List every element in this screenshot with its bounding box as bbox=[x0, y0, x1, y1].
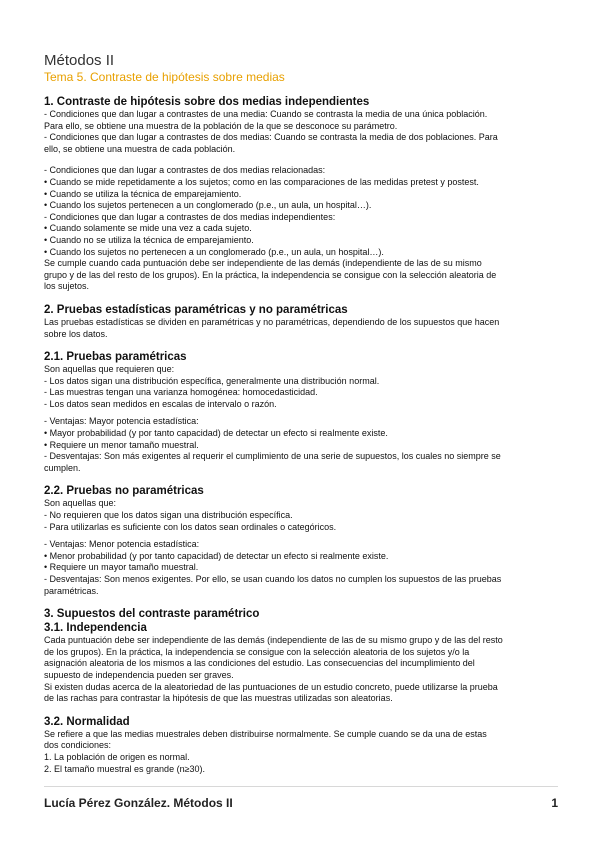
text-line: - Condiciones que dan lugar a contrastes de dos medias: Cuando se contrasta la media de dos poblaciones. Para bbox=[44, 132, 498, 143]
text-line: - Desventajas: Son menos exigentes. Por ello, se usan cuando los datos no cumplen los supuestos de las pruebas bbox=[44, 574, 502, 584]
text-line: - Para utilizarlas es suficiente con los datos sean ordinales o categóricos. bbox=[44, 521, 337, 532]
footer-author: Lucía Pérez González. Métodos II bbox=[44, 796, 233, 810]
text-line: los sujetos. bbox=[44, 281, 90, 292]
text-line: sobre los datos. bbox=[44, 328, 108, 339]
text-line: - Ventajas: Menor potencia estadística: bbox=[44, 539, 200, 550]
text-line: Las pruebas estadísticas se dividen en paramétricas y no paramétricas, dependiendo de los supuestos que hacen bbox=[44, 316, 500, 327]
text-line: - Condiciones que dan lugar a contrastes de dos medias independientes: bbox=[44, 211, 336, 222]
text-line: asignación aleatoria de los mismos a las condiciones del estudio. Las consecuencias del incumplimiento del bbox=[44, 658, 475, 669]
section-2 bbox=[44, 303, 558, 340]
section-heading: 3.2. Normalidad bbox=[44, 715, 130, 728]
text-line: Se cumple cuando cada puntuación debe ser independiente de las demás (independiente de las de su mismo bbox=[44, 258, 482, 269]
section-heading: 1. Contraste de hipótesis sobre dos medias independientes bbox=[44, 96, 370, 108]
text-line: Son aquellas que: bbox=[44, 498, 117, 509]
text-line: - Los datos sean medidos en escalas de intervalo o razón. bbox=[44, 398, 277, 409]
text-line: • Requiere un menor tamaño muestral. bbox=[44, 439, 199, 450]
text-line: • Cuando solamente se mide una vez a cada sujeto. bbox=[44, 223, 252, 234]
subsection-heading: 3.1. Independencia bbox=[44, 622, 147, 635]
text-line: supuesto de independencia pueden ser graves. bbox=[44, 669, 234, 680]
document-title: Métodos II bbox=[44, 52, 115, 69]
text-line: Cada puntuación debe ser independiente de las demás (independiente de las de su mismo grupo y de las del resto bbox=[44, 635, 503, 646]
document-subtitle: Tema 5. Contraste de hipótesis sobre medias bbox=[44, 70, 285, 84]
text-line: paramétricas. bbox=[44, 585, 99, 596]
page-number: 1 bbox=[551, 796, 558, 810]
text-line: dos condiciones: bbox=[44, 740, 112, 751]
text-line: Se refiere a que las medias muestrales deben distribuirse normalmente. Se cumple cuando se da una de estas bbox=[44, 728, 487, 739]
text-line: de las rachas para contrastar la hipótesis de que las muestras utilizadas son aleatorias. bbox=[44, 693, 393, 704]
text-line: - Condiciones que dan lugar a contrastes de dos medias relacionadas: bbox=[44, 165, 326, 176]
text-line: 2. El tamaño muestral es grande (n≥30). bbox=[44, 763, 206, 774]
text-line: de los grupos). En la práctica, la independencia se consigue con la selección aleatoria de los sujetos y/o la bbox=[44, 646, 470, 657]
text-line: cumplen. bbox=[44, 462, 81, 473]
text-line: • Cuando los sujetos no pertenecen a un conglomerado (p.e., un aula, un hospital…). bbox=[44, 246, 384, 257]
text-line: - No requieren que los datos sigan una distribución específica. bbox=[44, 510, 293, 521]
text-line: Son aquellas que requieren que: bbox=[44, 364, 175, 375]
section-1 bbox=[44, 95, 558, 293]
document-page bbox=[44, 52, 558, 775]
section-heading: 2. Pruebas estadísticas paramétricas y no paramétricas bbox=[44, 303, 348, 316]
section-3-2 bbox=[44, 715, 558, 775]
text-line: Para ello, se obtiene una muestra de la población de la que se desconoce su parámetro. bbox=[44, 120, 398, 131]
section-2-2 bbox=[44, 484, 558, 597]
text-line: - Los datos sigan una distribución específica, generalmente una distribución normal. bbox=[44, 375, 380, 386]
text-line: - Desventajas: Son más exigentes al requerir el cumplimiento de una serie de supuestos, los cuales no siempre se bbox=[44, 451, 501, 462]
text-line: ello, se obtiene una muestra de cada población. bbox=[44, 143, 236, 154]
section-heading: 2.1. Pruebas paramétricas bbox=[44, 351, 187, 364]
section-3 bbox=[44, 607, 558, 705]
text-line: • Mayor probabilidad (y por tanto capacidad) de detectar un efecto si realmente existe. bbox=[44, 428, 388, 439]
text-line: - Ventajas: Mayor potencia estadística: bbox=[44, 416, 199, 427]
page-footer bbox=[44, 786, 558, 810]
text-line: • Cuando se mide repetidamente a los sujetos; como en las comparaciones de las medidas pretest y postest. bbox=[44, 176, 479, 187]
section-2-1 bbox=[44, 350, 558, 474]
text-line: • Cuando no se utiliza la técnica de emparejamiento. bbox=[44, 234, 254, 245]
text-line: - Las muestras tengan una varianza homogénea: homocedasticidad. bbox=[44, 387, 318, 398]
text-line: • Requiere un mayor tamaño muestral. bbox=[44, 562, 199, 573]
text-line: 1. La población de origen es normal. bbox=[44, 751, 190, 762]
text-line: • Cuando se utiliza la técnica de emparejamiento. bbox=[44, 188, 242, 199]
section-heading: 3. Supuestos del contraste paramétrico bbox=[44, 608, 260, 621]
text-line: - Condiciones que dan lugar a contrastes de una media: Cuando se contrasta la media de una única población. bbox=[44, 109, 488, 119]
text-line: Si existen dudas acerca de la aleatoriedad de las puntuaciones de un estudio concreto, puede utilizarse la prueba bbox=[44, 681, 498, 692]
text-line: • Cuando los sujetos pertenecen a un conglomerado (p.e., un aula, un hospital…). bbox=[44, 200, 372, 211]
text-line: • Menor probabilidad (y por tanto capacidad) de detectar un efecto si realmente existe. bbox=[44, 550, 389, 561]
text-line: grupo y de las del resto de los grupos). En la práctica, la independencia se consigue con la selección aleatoria de bbox=[44, 269, 497, 280]
section-heading: 2.2. Pruebas no paramétricas bbox=[44, 485, 204, 498]
